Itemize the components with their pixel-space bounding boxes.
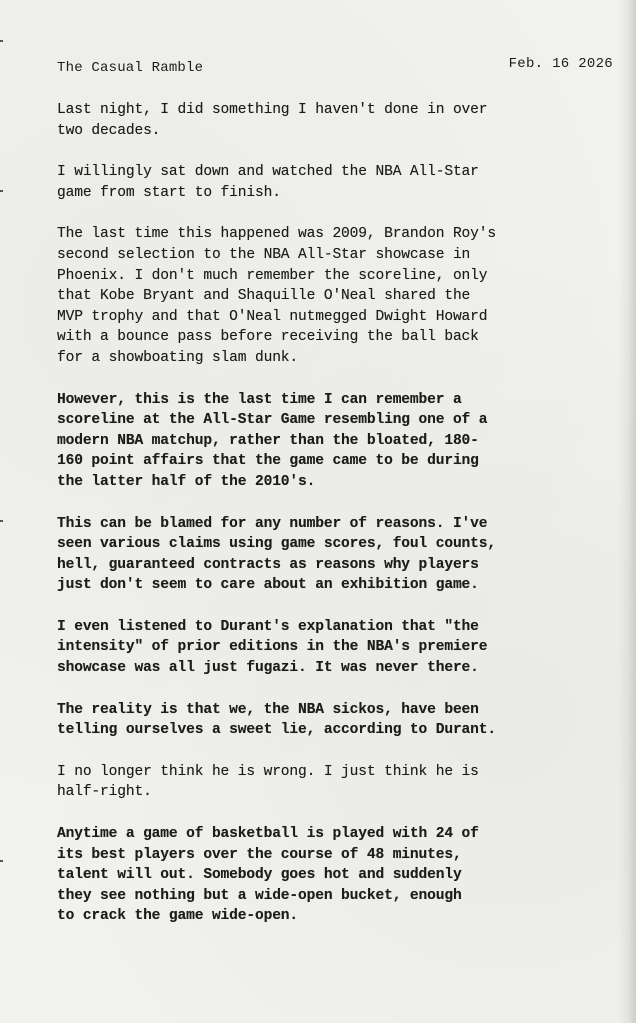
margin-mark	[0, 520, 3, 522]
entry-date: Feb. 16 2026	[508, 56, 613, 72]
paragraph-8: I no longer think he is wrong. I just think he is half-right.	[57, 763, 479, 801]
column-title: The Casual Ramble	[57, 60, 204, 76]
paragraph-5: This can be blamed for any number of reasons. I've seen various claims using game scores, foul counts, hell, guaranteed contracts as reasons why players just don't seem to care about an exhibition game.	[57, 515, 496, 594]
margin-mark	[0, 190, 3, 192]
paragraph-3: The last time this happened was 2009, Brandon Roy's second selection to the NBA All-Star showcase in Phoenix. I don't much remember the scoreline, only that Kobe Bryant and Shaquille O'Neal shared the MVP trophy and that O'Neal nutmegged Dwight Howard with a bounce pass before receiving the ball back for a showboating slam dunk.	[57, 226, 496, 366]
paragraph-6: I even listened to Durant's explanation that "the intensity" of prior editions in the NBA's premiere showcase was all just fugazi. It was never there.	[57, 618, 488, 677]
paragraph-1: Last night, I did something I haven't done in over two decades.	[57, 102, 488, 139]
page-header	[57, 56, 613, 80]
paragraph-2: I willingly sat down and watched the NBA All-Star game from start to finish.	[57, 164, 479, 201]
margin-mark	[0, 40, 3, 42]
paragraph-4: However, this is the last time I can remember a scoreline at the All-Star Game resembling one of a modern NBA matchup, rather than the bloated, 180- 160 point affairs that the game came to be during the latter half of the 2010's.	[57, 391, 488, 490]
page-edge-shadow	[618, 0, 636, 1023]
paragraph-9: Anytime a game of basketball is played with 24 of its best players over the course of 48 minutes, talent will out. Somebody goes hot and suddenly they see nothing but a wide-open bucket, enough to crack the game wide-open.	[57, 826, 479, 925]
paragraph-7: The reality is that we, the NBA sickos, have been telling ourselves a sweet lie, according to Durant.	[57, 701, 496, 739]
article-body	[57, 100, 605, 948]
margin-mark	[0, 860, 3, 862]
